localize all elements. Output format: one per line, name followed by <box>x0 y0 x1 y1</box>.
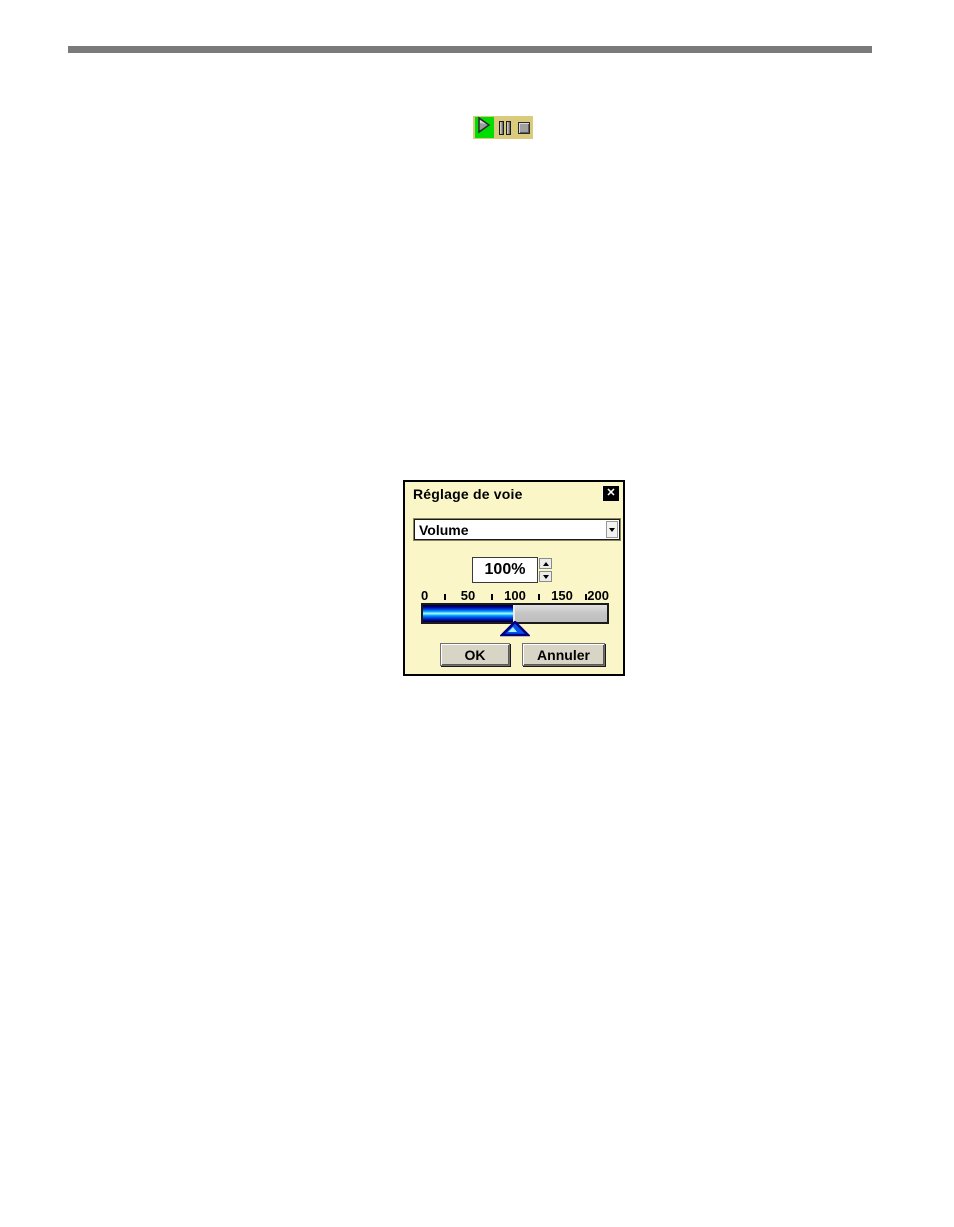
scale-minor-tick <box>585 594 587 600</box>
volume-slider-track[interactable] <box>421 603 609 624</box>
scale-label-200: 200 <box>587 588 609 603</box>
play-icon <box>477 116 492 139</box>
scale-label-0: 0 <box>421 588 429 603</box>
close-icon: ✕ <box>606 487 616 499</box>
ok-button[interactable]: OK <box>440 643 510 666</box>
dialog-title-bar[interactable] <box>405 482 623 506</box>
pause-button[interactable] <box>498 117 513 138</box>
volume-slider-fill <box>423 605 515 622</box>
parameter-dropdown[interactable] <box>414 519 620 540</box>
arrow-up-icon <box>543 562 549 566</box>
scale-label-50: 50 <box>460 588 476 603</box>
scale-minor-tick <box>491 594 493 600</box>
spin-down-button[interactable] <box>539 571 552 582</box>
dialog-button-row <box>405 643 623 669</box>
transport-toolbar <box>473 116 533 139</box>
cancel-button[interactable]: Annuler <box>522 643 605 666</box>
dialog-title: Réglage de voie <box>413 486 523 502</box>
pause-icon <box>499 121 504 135</box>
close-button[interactable] <box>602 486 619 501</box>
channel-adjust-dialog <box>403 480 625 676</box>
slider-scale <box>421 587 609 602</box>
page-divider-rule <box>68 46 872 53</box>
pause-icon <box>506 121 511 135</box>
stop-button[interactable] <box>516 117 531 138</box>
value-spinner-field[interactable]: 100% <box>472 557 538 583</box>
scale-label-150: 150 <box>551 588 573 603</box>
chevron-down-icon <box>609 528 615 532</box>
scale-label-100: 100 <box>504 588 526 603</box>
spin-up-button[interactable] <box>539 558 552 569</box>
value-spinner <box>472 557 552 583</box>
stop-icon <box>518 122 530 134</box>
scale-minor-tick <box>538 594 540 600</box>
play-button[interactable] <box>475 117 494 138</box>
scale-minor-tick <box>444 594 446 600</box>
parameter-dropdown-value: Volume <box>419 521 469 538</box>
arrow-down-icon <box>543 575 549 579</box>
spin-buttons <box>538 557 552 583</box>
dropdown-arrow-button[interactable] <box>606 521 618 538</box>
